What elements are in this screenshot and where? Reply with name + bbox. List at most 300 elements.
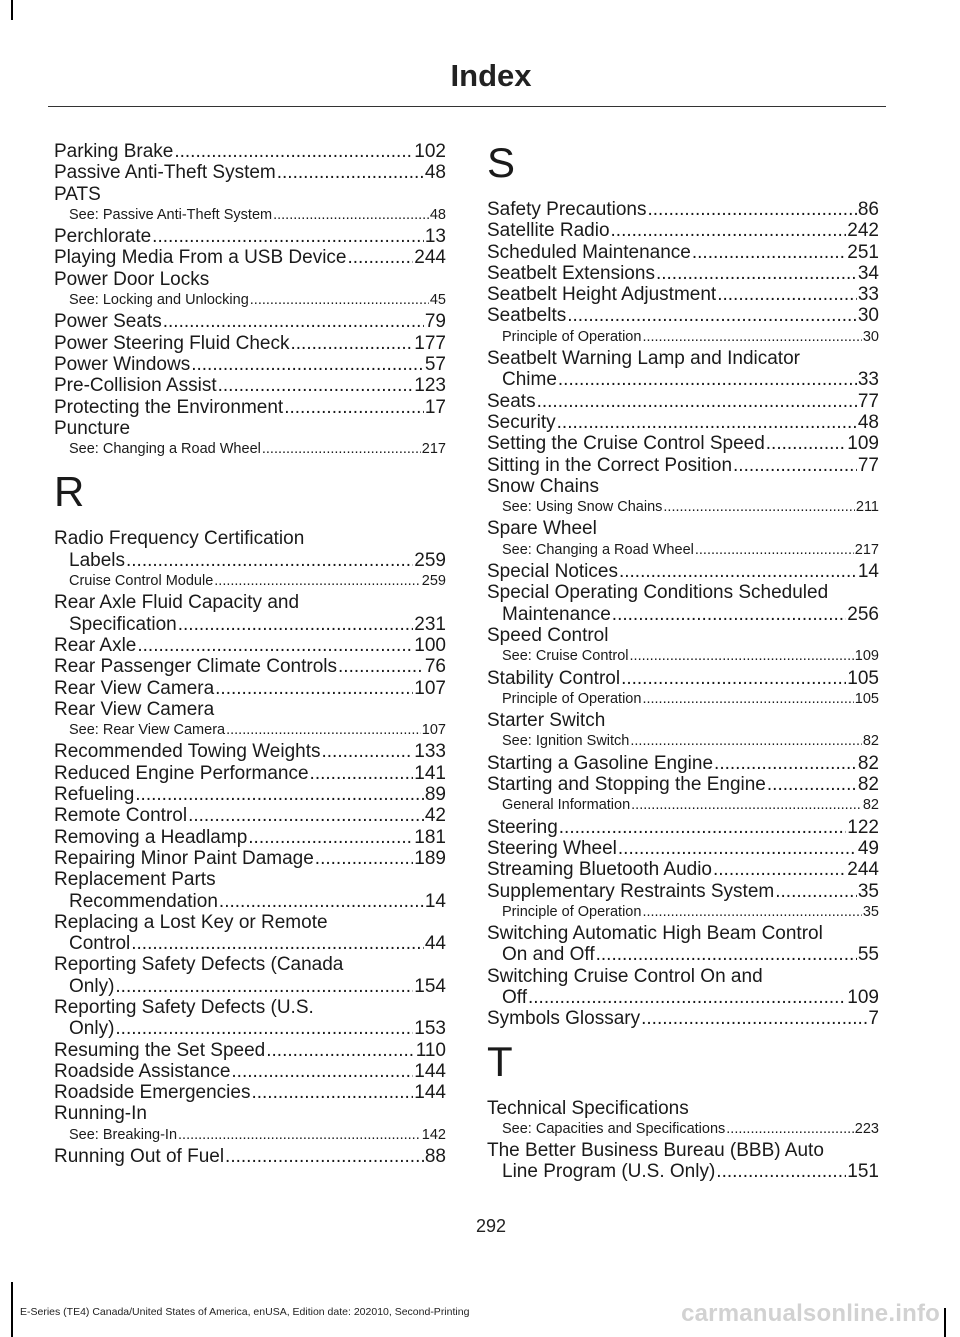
subentry-page-number[interactable]: 109	[854, 648, 879, 665]
section-letter: T	[487, 1037, 513, 1085]
entry-term: Specification	[69, 613, 177, 635]
index-subentry	[54, 571, 446, 592]
entry-term: Stability Control	[487, 667, 621, 689]
dot-leader	[642, 902, 861, 923]
entry-term: Parking Brake	[54, 141, 174, 162]
subentry-term: General Information	[502, 797, 631, 814]
index-entry	[487, 518, 879, 539]
entry-page-number[interactable]: 49	[857, 837, 879, 859]
entry-page-number[interactable]: 34	[857, 262, 879, 284]
index-entry	[54, 763, 446, 784]
subentry-term: Principle of Operation	[502, 903, 642, 920]
subentry-page-number[interactable]: 45	[429, 292, 446, 309]
index-entry	[487, 923, 879, 966]
entry-page-number[interactable]: 82	[857, 774, 879, 796]
index-entry	[487, 476, 879, 497]
dot-leader	[215, 678, 413, 699]
entry-term: Protecting the Environment	[54, 396, 284, 418]
dot-leader	[115, 976, 413, 997]
entry-term: Control	[69, 933, 131, 955]
dot-leader	[266, 1040, 414, 1061]
dot-leader	[226, 720, 421, 741]
dot-leader	[251, 1082, 413, 1103]
dot-leader	[714, 753, 857, 774]
entry-page-number[interactable]: 77	[857, 390, 879, 412]
entry-page-number[interactable]: 13	[424, 226, 446, 248]
index-subentry	[487, 646, 879, 667]
entry-page-number[interactable]: 122	[847, 816, 879, 838]
entry-page-number[interactable]: 244	[847, 859, 879, 881]
dot-leader	[642, 689, 853, 710]
dot-leader	[692, 242, 846, 263]
entry-term: Resuming the Set Speed	[54, 1039, 266, 1061]
subentry-page-number[interactable]: 259	[421, 573, 446, 590]
index-entry	[54, 1040, 446, 1061]
index-entry	[54, 592, 446, 635]
index-entry	[487, 1098, 879, 1119]
subentry-page-number[interactable]: 105	[854, 690, 879, 707]
entry-term: Scheduled Maintenance	[487, 241, 691, 263]
dot-leader	[315, 848, 414, 869]
entry-term: Power Door Locks	[54, 268, 210, 290]
index-entry	[54, 1103, 446, 1124]
entry-term: Reporting Safety Defects (U.S.	[54, 996, 314, 1018]
entry-page-number[interactable]: 102	[414, 141, 446, 162]
entry-term: Running-In	[54, 1103, 147, 1125]
dot-leader	[284, 397, 424, 418]
dot-leader	[219, 891, 424, 912]
subentry-page-number[interactable]: 35	[862, 903, 879, 920]
entry-page-number[interactable]: 35	[857, 880, 879, 902]
subentry-term: See: Breaking-In	[69, 1126, 178, 1143]
index-entry	[487, 625, 879, 646]
index-entry	[487, 753, 879, 774]
entry-page-number[interactable]: 110	[415, 1039, 446, 1061]
entry-page-number[interactable]: 231	[414, 613, 446, 635]
entry-term: Maintenance	[502, 603, 611, 625]
entry-page-number[interactable]: 82	[857, 752, 879, 774]
index-subentry	[487, 731, 879, 752]
dot-leader	[528, 987, 846, 1008]
index-entry	[54, 397, 446, 418]
entry-term: Power Steering Fluid Check	[54, 332, 290, 354]
index-entry	[54, 784, 446, 805]
entry-page-number[interactable]: 256	[847, 603, 879, 625]
dot-leader	[188, 805, 424, 826]
entry-term: Reduced Engine Performance	[54, 762, 309, 784]
entry-term: Safety Precautions	[487, 199, 647, 220]
dot-leader	[641, 1008, 867, 1029]
index-entry	[487, 284, 879, 305]
index-entry	[487, 199, 879, 220]
dot-leader	[225, 1146, 424, 1167]
entry-term: Replacement Parts	[54, 869, 216, 891]
entry-page-number[interactable]: 57	[424, 353, 446, 375]
subentry-term: See: Ignition Switch	[502, 733, 630, 750]
index-entry	[487, 966, 879, 1009]
index-entry	[54, 1061, 446, 1082]
dot-leader	[191, 354, 424, 375]
dot-leader	[631, 795, 862, 816]
dot-leader	[695, 540, 854, 561]
entry-term: Speed Control	[487, 624, 609, 646]
entry-page-number[interactable]: 109	[847, 433, 879, 455]
entry-page-number[interactable]: 48	[424, 162, 446, 184]
index-entry	[54, 333, 446, 354]
entry-page-number[interactable]: 151	[847, 1161, 879, 1183]
dot-leader	[537, 391, 857, 412]
dot-leader	[647, 199, 856, 220]
dot-leader	[567, 305, 857, 326]
entry-term: Power Seats	[54, 311, 162, 333]
header-divider	[48, 106, 886, 107]
entry-term: Spare Wheel	[487, 518, 597, 540]
entry-page-number[interactable]: 153	[414, 1018, 446, 1040]
entry-term: Seats	[487, 390, 536, 412]
dot-leader	[135, 784, 424, 805]
entry-page-number[interactable]: 144	[414, 1082, 446, 1104]
entry-page-number[interactable]: 48	[857, 411, 879, 433]
entry-term: Power Windows	[54, 353, 191, 375]
entry-term: Streaming Bluetooth Audio	[487, 859, 712, 881]
index-subentry	[54, 439, 446, 460]
dot-leader	[322, 741, 414, 762]
index-entry	[54, 678, 446, 699]
index-entry	[54, 1146, 446, 1167]
dot-leader	[137, 635, 413, 656]
entry-term: Steering Wheel	[487, 837, 617, 859]
entry-term: Labels	[69, 549, 125, 571]
entry-term: On and Off	[502, 944, 595, 966]
entry-term: Running Out of Fuel	[54, 1146, 225, 1168]
dot-leader	[291, 333, 414, 354]
index-entry	[487, 263, 879, 284]
dot-leader	[131, 933, 424, 954]
subentry-term: See: Changing a Road Wheel	[502, 541, 694, 558]
dot-leader	[273, 205, 429, 226]
index-entry	[54, 247, 446, 268]
entry-term: Starting and Stopping the Engine	[487, 774, 766, 796]
index-entry	[487, 710, 879, 731]
index-entry	[487, 242, 879, 263]
entry-term: Reporting Safety Defects (Canada	[54, 954, 344, 976]
entry-term: Starter Switch	[487, 710, 606, 732]
entry-term: Special Notices	[487, 561, 618, 583]
entry-term: Rear Axle	[54, 634, 137, 656]
index-subentry	[487, 689, 879, 710]
dot-leader	[713, 859, 846, 880]
entry-page-number[interactable]: 244	[414, 247, 446, 269]
entry-page-number[interactable]: 33	[857, 284, 879, 306]
index-entry	[54, 162, 446, 183]
index-entry	[487, 881, 879, 902]
entry-page-number[interactable]: 89	[424, 784, 446, 806]
entry-page-number[interactable]: 100	[414, 634, 446, 656]
index-entry	[54, 997, 446, 1040]
entry-page-number[interactable]: 109	[847, 986, 879, 1008]
index-subentry	[487, 795, 879, 816]
entry-term: Chime	[502, 369, 557, 391]
index-column-right	[487, 141, 879, 1183]
entry-term: Snow Chains	[487, 475, 599, 497]
entry-term: Remote Control	[54, 805, 188, 827]
index-entry	[487, 305, 879, 326]
entry-term: Seatbelt Warning Lamp and Indicator	[487, 348, 800, 370]
subentry-term: See: Locking and Unlocking	[69, 292, 249, 309]
entry-term: Rear View Camera	[54, 698, 215, 720]
entry-term: Recommendation	[69, 890, 218, 912]
entry-term: Seatbelts	[487, 305, 567, 327]
subentry-page-number[interactable]: 217	[421, 441, 446, 458]
subentry-page-number[interactable]: 48	[429, 206, 446, 223]
subentry-page-number[interactable]: 142	[421, 1126, 446, 1143]
dot-leader	[152, 226, 424, 247]
entry-page-number[interactable]: 259	[414, 549, 446, 571]
entry-page-number[interactable]: 7	[868, 1008, 879, 1030]
dot-leader	[163, 311, 424, 332]
dot-leader	[726, 1119, 854, 1140]
entry-page-number[interactable]: 177	[414, 332, 446, 354]
dot-leader	[618, 838, 857, 859]
index-entry	[487, 455, 879, 476]
dot-leader	[775, 881, 857, 902]
entry-page-number[interactable]: 33	[857, 369, 879, 391]
subentry-term: See: Passive Anti-Theft System	[69, 206, 273, 223]
index-entry	[487, 774, 879, 795]
entry-page-number[interactable]: 181	[414, 826, 446, 848]
entry-term: Technical Specifications	[487, 1097, 689, 1119]
entry-page-number[interactable]: 189	[414, 847, 446, 869]
page-number: 292	[475, 1216, 507, 1236]
subentry-term: See: Changing a Road Wheel	[69, 441, 261, 458]
entry-page-number[interactable]: 123	[414, 375, 446, 397]
dot-leader	[716, 1161, 846, 1182]
dot-leader	[250, 290, 429, 311]
entry-term: Switching Cruise Control On and	[487, 965, 763, 987]
entry-page-number[interactable]: 141	[414, 762, 446, 784]
entry-term: Steering	[487, 816, 558, 838]
entry-term: Starting a Gasoline Engine	[487, 752, 714, 774]
entry-page-number[interactable]: 14	[424, 890, 446, 912]
index-entry	[487, 412, 879, 433]
crop-mark-top-left	[11, 0, 13, 20]
dot-leader	[231, 1061, 413, 1082]
index-entry	[54, 141, 446, 162]
entry-term: Seatbelt Extensions	[487, 262, 655, 284]
entry-term: Roadside Assistance	[54, 1060, 231, 1082]
dot-leader	[619, 561, 857, 582]
subentry-page-number[interactable]: 217	[854, 541, 879, 558]
index-subentry	[54, 720, 446, 741]
entry-term: Passive Anti-Theft System	[54, 162, 276, 184]
index-subentry	[487, 540, 879, 561]
entry-term: Seatbelt Height Adjustment	[487, 284, 717, 306]
index-entry	[487, 220, 879, 241]
index-entry	[54, 354, 446, 375]
entry-term: Rear Axle Fluid Capacity and	[54, 592, 300, 614]
index-entry	[487, 561, 879, 582]
entry-page-number[interactable]: 17	[424, 396, 446, 418]
dot-leader	[559, 817, 847, 838]
crop-mark-bottom-right	[944, 1308, 946, 1337]
subentry-page-number[interactable]: 211	[855, 499, 879, 516]
subentry-term: Principle of Operation	[502, 328, 642, 345]
subentry-page-number[interactable]: 30	[862, 328, 879, 345]
index-entry	[487, 1008, 879, 1029]
subentry-page-number[interactable]: 223	[854, 1120, 879, 1137]
index-subentry	[54, 205, 446, 226]
entry-page-number[interactable]: 251	[847, 241, 879, 263]
dot-leader	[642, 327, 861, 348]
index-entry	[487, 391, 879, 412]
entry-page-number[interactable]: 77	[857, 454, 879, 476]
entry-page-number[interactable]: 30	[857, 305, 879, 327]
entry-term: Repairing Minor Paint Damage	[54, 847, 314, 869]
dot-leader	[663, 497, 854, 518]
index-entry	[487, 817, 879, 838]
dot-leader	[126, 550, 413, 571]
entry-term: Perchlorate	[54, 226, 152, 248]
entry-term: Puncture	[54, 417, 131, 439]
dot-leader	[766, 433, 847, 454]
dot-leader	[348, 247, 414, 268]
entry-term: Switching Automatic High Beam Control	[487, 923, 823, 945]
index-entry	[487, 348, 879, 391]
section-letter: S	[487, 139, 516, 186]
index-entry	[54, 699, 446, 720]
subentry-term: See: Rear View Camera	[69, 722, 226, 739]
dot-leader	[733, 455, 857, 476]
entry-term: Radio Frequency Certification	[54, 528, 305, 550]
entry-term: Replacing a Lost Key or Remote	[54, 911, 328, 933]
dot-leader	[218, 375, 414, 396]
entry-page-number[interactable]: 44	[424, 933, 446, 955]
subentry-term: Cruise Control Module	[69, 573, 214, 590]
index-entry	[54, 954, 446, 997]
dot-leader	[767, 774, 857, 795]
dot-leader	[338, 656, 424, 677]
dot-leader	[612, 604, 847, 625]
entry-term: Line Program (U.S. Only)	[502, 1161, 716, 1183]
index-subentry	[54, 290, 446, 311]
subentry-page-number[interactable]: 82	[862, 797, 879, 814]
dot-leader	[115, 1018, 413, 1039]
dot-leader	[630, 731, 862, 752]
index-entry	[487, 582, 879, 625]
entry-page-number[interactable]: 154	[414, 975, 446, 997]
entry-page-number[interactable]: 105	[847, 667, 879, 689]
entry-page-number[interactable]: 55	[857, 944, 879, 966]
subentry-term: Principle of Operation	[502, 690, 642, 707]
entry-term: Recommended Towing Weights	[54, 741, 321, 763]
entry-page-number[interactable]: 86	[857, 199, 879, 220]
entry-page-number[interactable]: 133	[414, 741, 446, 763]
index-entry	[487, 433, 879, 454]
index-column-left	[54, 141, 446, 1167]
index-entry	[487, 838, 879, 859]
entry-term: PATS	[54, 183, 101, 205]
index-entry	[54, 869, 446, 912]
index-entry	[54, 528, 446, 571]
subentry-page-number[interactable]: 107	[421, 722, 446, 739]
subentry-term: See: Cruise Control	[502, 648, 629, 665]
entry-term: Removing a Headlamp	[54, 826, 248, 848]
dot-leader	[248, 827, 413, 848]
entry-term: Only)	[69, 1018, 115, 1040]
entry-term: Roadside Emergencies	[54, 1082, 251, 1104]
index-subentry	[487, 327, 879, 348]
entry-term: The Better Business Bureau (BBB) Auto	[487, 1140, 824, 1162]
index-entry	[487, 668, 879, 689]
dot-leader	[178, 614, 414, 635]
entry-page-number[interactable]: 144	[414, 1060, 446, 1082]
entry-term: Setting the Cruise Control Speed	[487, 433, 765, 455]
index-entry	[54, 912, 446, 955]
index-entry	[54, 805, 446, 826]
dot-leader	[611, 220, 847, 241]
index-entry	[487, 859, 879, 880]
entry-term: Off	[502, 986, 527, 1008]
subentry-term: See: Using Snow Chains	[502, 499, 663, 516]
index-entry	[54, 656, 446, 677]
entry-term: Only)	[69, 975, 115, 997]
entry-page-number[interactable]: 76	[424, 656, 446, 678]
entry-page-number[interactable]: 42	[424, 805, 446, 827]
entry-term: Sitting in the Correct Position	[487, 454, 733, 476]
entry-term: Special Operating Conditions Scheduled	[487, 582, 829, 604]
index-entry	[487, 1140, 879, 1183]
entry-page-number[interactable]: 242	[847, 220, 879, 242]
entry-term: Security	[487, 411, 556, 433]
subentry-term: See: Capacities and Specifications	[502, 1120, 726, 1137]
index-entry	[54, 827, 446, 848]
index-entry	[54, 375, 446, 396]
index-subentry	[487, 1119, 879, 1140]
entry-term: Rear View Camera	[54, 677, 215, 699]
entry-page-number[interactable]: 88	[424, 1146, 446, 1168]
page-title: Index	[450, 58, 532, 93]
entry-term: Pre-Collision Assist	[54, 375, 217, 397]
dot-leader	[717, 284, 857, 305]
index-entry	[54, 269, 446, 290]
index-subentry	[54, 1125, 446, 1146]
entry-page-number[interactable]: 14	[857, 561, 879, 583]
entry-term: Supplementary Restraints System	[487, 880, 775, 902]
subentry-page-number[interactable]: 82	[862, 733, 879, 750]
section-letter: R	[54, 468, 85, 516]
dot-leader	[656, 263, 857, 284]
index-entry	[54, 418, 446, 439]
entry-page-number[interactable]: 107	[414, 677, 446, 699]
index-entry	[54, 635, 446, 656]
entry-term: Playing Media From a USB Device	[54, 247, 347, 269]
entry-term: Symbols Glossary	[487, 1008, 641, 1030]
dot-leader	[630, 646, 854, 667]
dot-leader	[557, 412, 857, 433]
entry-page-number[interactable]: 79	[424, 311, 446, 333]
entry-term: Refueling	[54, 784, 135, 806]
index-entry	[54, 226, 446, 247]
index-subentry	[487, 497, 879, 518]
dot-leader	[596, 944, 857, 965]
entry-term: Satellite Radio	[487, 220, 610, 242]
index-entry	[54, 184, 446, 205]
index-subentry	[487, 902, 879, 923]
dot-leader	[214, 571, 421, 592]
crop-mark-bottom-left	[11, 1282, 13, 1337]
dot-leader	[262, 439, 421, 460]
dot-leader	[558, 369, 857, 390]
